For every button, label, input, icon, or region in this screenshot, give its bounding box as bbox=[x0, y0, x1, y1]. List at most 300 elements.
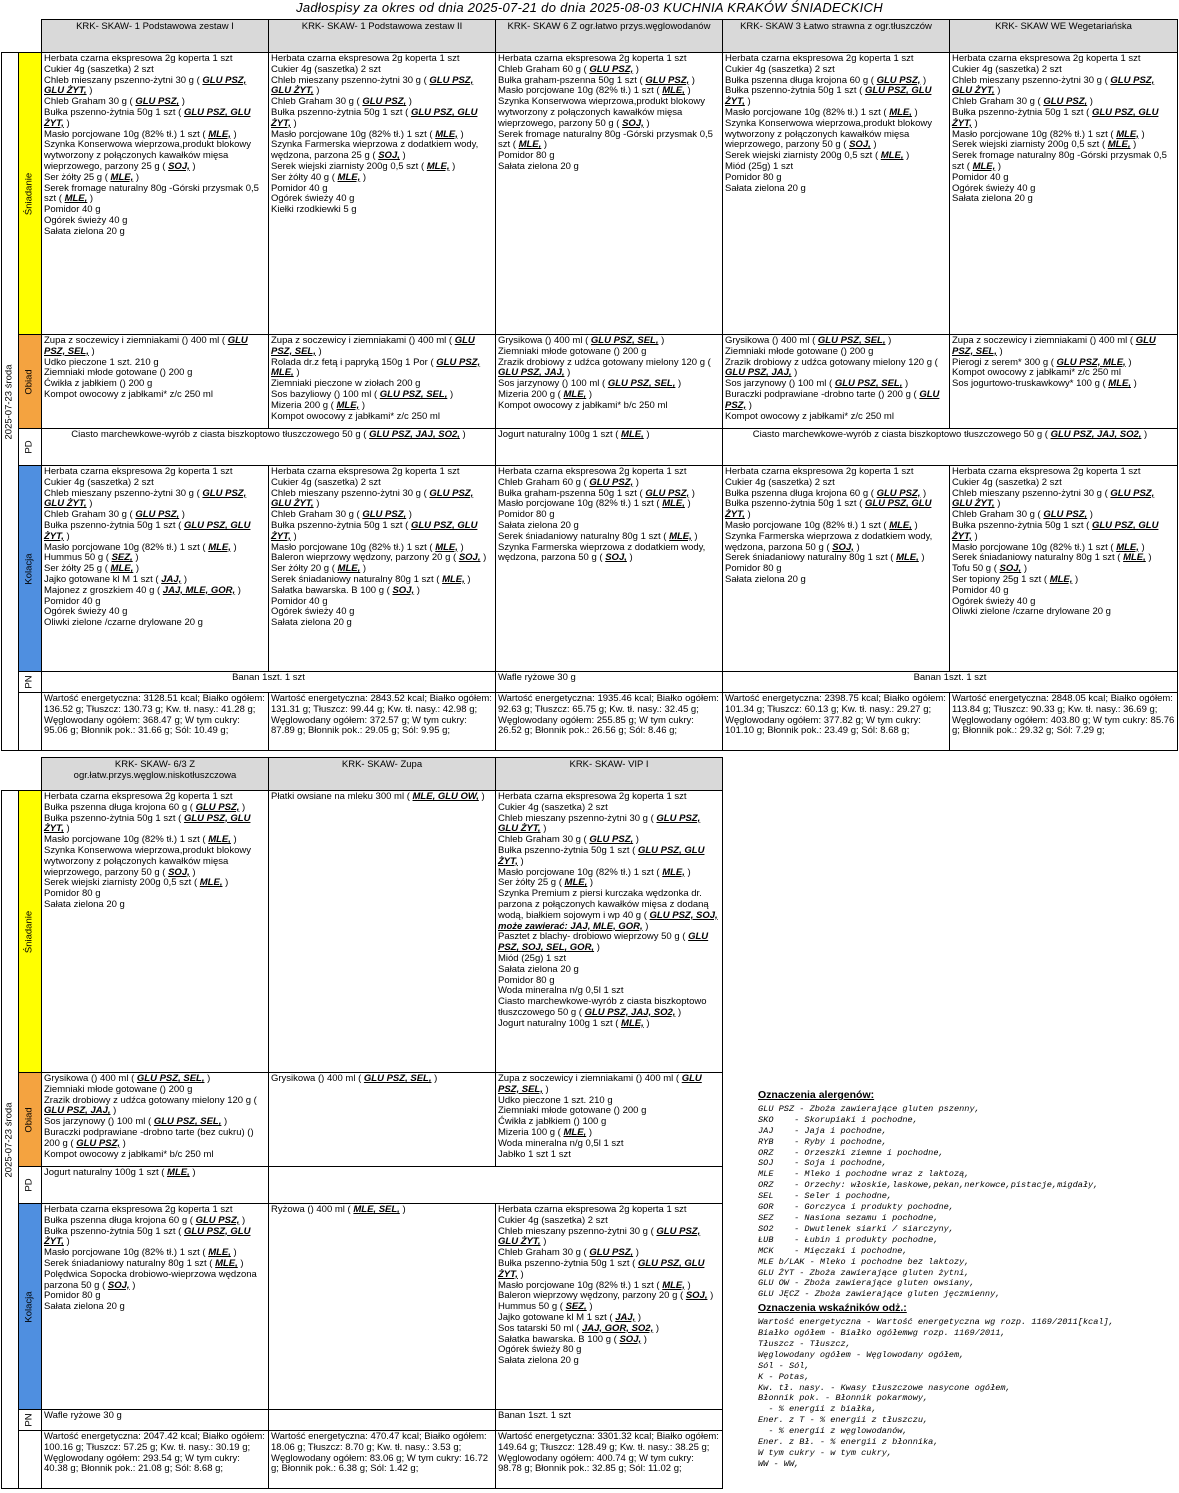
menu-item: Baleron wieprzowy wędzony, parzony 20 g ( SOJ, ) bbox=[498, 1290, 714, 1302]
diet-header: KRK- SKAW 3 Łatwo strawna z ogr.tłuszczów bbox=[723, 20, 950, 53]
meal-cell bbox=[269, 53, 496, 335]
allergen-codes: GLU PSZ, GLU ŻYT, bbox=[271, 106, 478, 129]
meal-cell bbox=[950, 335, 1178, 429]
allergen-codes: MLE, bbox=[336, 399, 360, 411]
allergen-codes: MLE, bbox=[426, 160, 450, 172]
meal-cell bbox=[496, 791, 723, 1073]
meal-cell: Wafle ryżowe 30 g bbox=[496, 672, 723, 693]
menu-item: Hummus 50 g ( SEZ, ) bbox=[44, 552, 139, 564]
meal-label-pn: PN bbox=[19, 672, 42, 693]
menu-item: Ogórek świeży 40 g bbox=[271, 193, 355, 205]
menu-item: Sałata zielona 20 g bbox=[952, 193, 1033, 205]
menu-item: Zupa z soczewicy i ziemniakami () 400 ml ( GLU PSZ, SEL, ) bbox=[44, 335, 248, 357]
menu-item: Herbata czarna ekspresowa 2g koperta 1 szt bbox=[44, 53, 233, 64]
allergen-codes: GLU PSZ, GLU ŻYT, bbox=[498, 1225, 701, 1248]
allergen-codes: MLE, bbox=[208, 128, 231, 140]
legend-row: Węglowodany ogółem - Węglowodany ogółem, bbox=[758, 1349, 965, 1360]
menu-item: Sałatka bawarska. B 100 g ( SOJ, ) bbox=[498, 1333, 647, 1345]
allergen-codes: GLU PSZ, GLU ŻYT, bbox=[271, 74, 474, 97]
allergen-codes: SOJ, bbox=[605, 552, 627, 564]
menu-item: Masło porcjowane 10g (82% tł.) 1 szt ( MLE, ) bbox=[725, 519, 918, 531]
menu-item: Udko pieczone 1 szt. 210 g bbox=[498, 1094, 613, 1106]
allergen-codes: SOJ, bbox=[832, 541, 854, 553]
menu-item: Miód (25g) 1 szt bbox=[725, 160, 794, 172]
menu-item: Polędwica Sopocka drobiowo-wieprzowa wędzona parzona 50 g ( SOJ, ) bbox=[44, 1268, 257, 1291]
menu-item: Ser żółty 25 g ( MLE, ) bbox=[44, 563, 140, 575]
menu-item: Pasztet z blachy- drobiowo wieprzowy 50 g ( GLU PSZ, SOJ, SEL, GOR, ) bbox=[498, 931, 709, 954]
meal-cell bbox=[496, 1204, 723, 1410]
allergen-codes: GLU PSZ, JAJ, SO2, bbox=[584, 1006, 676, 1018]
meal-label-lunch: Obiad bbox=[19, 1073, 42, 1167]
allergen-codes: GLU PSZ, bbox=[589, 476, 634, 488]
meal-cell bbox=[269, 1204, 496, 1410]
allergen-codes: MLE, bbox=[564, 877, 588, 889]
allergen-codes: MLE, bbox=[889, 106, 912, 118]
legend-row: SEL - Seler i pochodne, bbox=[758, 1191, 893, 1202]
menu-item: Pomidor 40 g bbox=[44, 595, 101, 607]
legend-row: Ener. z T - % energii z tłuszczu, bbox=[758, 1415, 929, 1426]
allergen-codes: GLU PSZ, SEL, bbox=[271, 335, 475, 357]
menu-item: Sałata zielona 20 g bbox=[498, 160, 579, 172]
menu-item: Sos jarzynowy () 100 ml ( GLU PSZ, SEL, ) bbox=[44, 1116, 228, 1128]
allergen-codes: GLU PSZ, bbox=[725, 388, 940, 411]
menu-item: Sałata zielona 20 g bbox=[271, 617, 352, 629]
menu-item: Buraczki podprawiane -drobno tarte () 200 g ( GLU PSZ, ) bbox=[725, 388, 940, 411]
menu-item: Ziemniaki młode gotowane () 200 g bbox=[498, 1105, 647, 1117]
legend-row: GLU OW - Zboża zawierające gluten owsiany, bbox=[758, 1278, 975, 1289]
date-label: 2025-07-23 środa bbox=[3, 364, 15, 439]
menu-item: Sałata zielona 20 g bbox=[725, 182, 806, 194]
menu-item: Kompot owocowy z jabłkami* z/c 250 ml bbox=[44, 388, 213, 400]
allergen-codes: MLE, bbox=[518, 139, 542, 151]
menu-item: Szynka Farmerska wieprzowa z dodatkiem wody, wędzona, parzona 25 g ( SOJ, ) bbox=[271, 139, 479, 162]
menu-item: Jogurt naturalny 100g 1 szt ( MLE, ) bbox=[498, 1017, 650, 1029]
meal-cell: Ciasto marchewkowe-wyrób z ciasta biszkoptowo tłuszczowego 50 g ( GLU PSZ, JAJ, SO2, ) bbox=[42, 429, 496, 466]
menu-item: Udko pieczone 1 szt. 210 g bbox=[44, 356, 159, 368]
allergen-codes: MLE, bbox=[621, 1017, 644, 1029]
menu-item: Sos bazyliowy () 100 ml ( GLU PSZ, SEL, ) bbox=[271, 388, 454, 400]
legend-row: WW - WW, bbox=[758, 1458, 800, 1469]
menu-item: Sałatka bawarska. B 100 g ( SOJ, ) bbox=[271, 584, 420, 596]
menu-item: Zupa z soczewicy i ziemniakami () 400 ml ( GLU PSZ, SEL, ) bbox=[271, 335, 475, 357]
menu-item: Sałata zielona 20 g bbox=[498, 963, 579, 975]
menu-item: Herbata czarna ekspresowa 2g koperta 1 szt bbox=[498, 466, 687, 477]
menu-item: Bułka pszenno-żytnia 50g 1 szt ( GLU PSZ, GLU ŻYT, ) bbox=[44, 812, 251, 835]
menu-item: Woda mineralna n/g 0,5l 1 szt bbox=[498, 1137, 624, 1149]
nutrition-label-blank bbox=[19, 693, 42, 751]
menu-item: Szynka Konserwowa wieprzowa,produkt blokowy wytworzony z połączonych kawałków mięsa wieprzowego, parzony 50 g ( SOJ, ) bbox=[498, 96, 705, 129]
meal-cell bbox=[42, 335, 269, 429]
menu-item: Masło porcjowane 10g (82% tł.) 1 szt ( MLE, ) bbox=[44, 541, 237, 553]
allergen-codes: GLU PSZ, bbox=[195, 801, 240, 813]
menu-item: Sałata zielona 20 g bbox=[44, 1301, 125, 1313]
allergen-codes: GLU PSZ, GLU ŻYT, bbox=[44, 1225, 251, 1248]
menu-item: Ryżowa () 400 ml ( MLE, SEL, ) bbox=[271, 1204, 406, 1215]
menu-item: Rolada dr.z fetą i papryką 150g 1 Por ( GLU PSZ, MLE, ) bbox=[271, 356, 481, 379]
allergen-codes: GLU PSZ, GLU ŻYT, bbox=[498, 1257, 705, 1280]
menu-item: Grysikowa () 400 ml ( GLU PSZ, SEL, ) bbox=[271, 1073, 438, 1084]
legend-row: ŁUB - Łubin i produkty pochodne, bbox=[758, 1234, 939, 1245]
menu-item: Pomidor 80 g bbox=[44, 1290, 101, 1302]
meal-cell-empty bbox=[269, 1167, 723, 1204]
menu-item: Bułka pszenno-żytnia 50g 1 szt ( GLU PSZ, GLU ŻYT, ) bbox=[952, 519, 1159, 542]
menu-item: Grysikowa () 400 ml ( GLU PSZ, SEL, ) bbox=[44, 1073, 211, 1084]
menu-item: Jajko gotowane kl M 1 szt ( JAJ, ) bbox=[498, 1311, 642, 1323]
allergens-list bbox=[758, 1104, 1178, 1300]
meal-cell bbox=[496, 466, 723, 672]
allergen-codes: GLU PSZ, GLU ŻYT, bbox=[952, 106, 1159, 129]
allergen-codes: GLU PSZ, GLU ŻYT, bbox=[952, 519, 1159, 542]
allergen-codes: GLU PSZ, bbox=[589, 63, 634, 75]
meal-cell bbox=[496, 1073, 723, 1167]
menu-item: Ziemniaki młode gotowane () 200 g bbox=[44, 1083, 193, 1095]
menu-item: Ser żółty 20 g ( MLE, ) bbox=[271, 563, 367, 575]
menu-item: Kompot owocowy z jabłkami* z/c 250 ml bbox=[271, 410, 440, 422]
allergen-codes: MLE, bbox=[1123, 552, 1146, 564]
meal-cell bbox=[42, 466, 269, 672]
allergen-codes: MLE, bbox=[896, 552, 919, 564]
menu-table-1 bbox=[1, 19, 1178, 751]
menu-item: Bułka pszenna długa krojona 60 g ( GLU PSZ, ) bbox=[44, 1214, 246, 1226]
indicators-title: Oznaczenia wskaźników odż.: bbox=[758, 1302, 907, 1315]
allergen-codes: MLE, SEL, bbox=[353, 1204, 400, 1215]
allergen-codes: MLE, bbox=[621, 429, 644, 440]
menu-item: Ogórek świeży 40 g bbox=[952, 595, 1036, 607]
menu-item: Pomidor 40 g bbox=[952, 584, 1009, 596]
nutrition-cell: Wartość energetyczna: 2848.05 kcal; Białko ogółem: 113.84 g; Tłuszcz: 90.33 g; Kw. tł. nasy.: 36.69 g; Węglowodany ogółem: 403.80 g; W tym cukry: 85.76 g; Błonnik pok.: 29.32 g; Sól: 7.29 g; bbox=[950, 693, 1178, 751]
meal-label-breakfast: Śniadanie bbox=[19, 791, 42, 1073]
menu-item: Sałata zielona 20 g bbox=[44, 225, 125, 237]
legend-row: SOJ - Soja i pochodne, bbox=[758, 1158, 887, 1169]
menu-item: Kompot owocowy z jabłkami* z/c 250 ml bbox=[725, 410, 894, 422]
meal-cell bbox=[42, 1204, 269, 1410]
menu-item: Bułka pszenno-żytnia 50g 1 szt ( GLU PSZ, GLU ŻYT, ) bbox=[952, 106, 1159, 129]
meal-label-lunch: Obiad bbox=[19, 335, 42, 429]
allergen-codes: JAJ, bbox=[615, 1311, 636, 1323]
nutrition-cell: Wartość energetyczna: 1935.46 kcal; Białko ogółem: 92.63 g; Tłuszcz: 65.75 g; Kw. tł. nasy.: 32.45 g; Węglowodany ogółem: 255.85 g; W tym cukry: 26.52 g; Błonnik pok.: 26.56 g; Sól: 8.46 g; bbox=[496, 693, 723, 751]
menu-item: Zrazik drobiowy z udźca gotowany mielony 120 g ( GLU PSZ, JAJ, ) bbox=[498, 356, 711, 379]
menu-item: Ziemniaki młode gotowane () 200 g bbox=[498, 345, 647, 357]
meal-cell: Jogurt naturalny 100g 1 szt ( MLE, ) bbox=[496, 429, 723, 466]
menu-item: Ziemniaki młode gotowane () 200 g bbox=[725, 345, 874, 357]
menu-item: Chleb Graham 30 g ( GLU PSZ, ) bbox=[952, 509, 1093, 521]
menu-item: Herbata czarna ekspresowa 2g koperta 1 szt bbox=[498, 53, 687, 64]
menu-item: Miód (25g) 1 szt bbox=[498, 952, 567, 964]
menu-item: Masło porcjowane 10g (82% tł.) 1 szt ( MLE, ) bbox=[498, 866, 691, 878]
allergen-codes: GLU PSZ, SOJ, może zawierać: JAJ, MLE, GOR, bbox=[498, 909, 718, 932]
menu-table-2 bbox=[1, 757, 723, 1489]
meal-cell bbox=[496, 335, 723, 429]
allergen-codes: GLU PSZ, SEL, bbox=[363, 1073, 432, 1084]
menu-item: Masło porcjowane 10g (82% tł.) 1 szt ( MLE, ) bbox=[725, 106, 918, 118]
menu-item: Mizeria 200 g ( MLE, ) bbox=[498, 388, 592, 400]
meal-label-dinner: Kolacja bbox=[19, 466, 42, 672]
menu-item: Chleb Graham 60 g ( GLU PSZ, ) bbox=[498, 476, 639, 488]
menu-item: Sos jarzynowy () 100 ml ( GLU PSZ, SEL, ) bbox=[498, 378, 682, 390]
allergen-codes: GLU PSZ, GLU ŻYT, bbox=[44, 487, 247, 510]
legend-row: ORZ - Orzeszki ziemne i pochodne, bbox=[758, 1147, 944, 1158]
menu-item: Pierogi z serem* 300 g ( GLU PSZ, MLE, ) bbox=[952, 356, 1132, 368]
menu-item: Chleb mieszany pszenno-żytni 30 g ( GLU PSZ, GLU ŻYT, ) bbox=[271, 74, 474, 97]
menu-item: Pomidor 80 g bbox=[498, 150, 555, 162]
allergen-codes: SOJ, bbox=[685, 1290, 708, 1302]
menu-item: Jajko gotowane kl M 1 szt ( JAJ, ) bbox=[44, 573, 188, 585]
menu-item: Chleb Graham 30 g ( GLU PSZ, ) bbox=[44, 96, 185, 108]
menu-item: Cukier 4g (saszetka) 2 szt bbox=[498, 801, 608, 813]
menu-item: Sałata zielona 20 g bbox=[725, 573, 806, 585]
menu-item: Chleb Graham 30 g ( GLU PSZ, ) bbox=[271, 509, 412, 521]
legend-row: Wartość energetyczna - Wartość energetyczna wg rozp. 1169/2011[kcal], bbox=[758, 1317, 1114, 1328]
menu-item: Bułka pszenno-żytnia 50g 1 szt ( GLU PSZ, GLU ŻYT, ) bbox=[44, 519, 251, 542]
legend-row: K - Potas, bbox=[758, 1371, 810, 1382]
allergen-codes: GLU PSZ, bbox=[135, 509, 180, 521]
menu-item: Cukier 4g (saszetka) 2 szt bbox=[271, 63, 381, 75]
allergen-codes: MLE, bbox=[442, 573, 465, 585]
corner-blank bbox=[2, 20, 42, 53]
diet-header: KRK- SKAW- 1 Podstawowa zestaw I bbox=[42, 20, 269, 53]
menu-item: Serek wiejski ziarnisty 200g 0,5 szt ( MLE, ) bbox=[725, 150, 910, 162]
allergen-codes: GLU PSZ, SEL, bbox=[379, 388, 448, 400]
menu-item: Chleb mieszany pszenno-żytni 30 g ( GLU PSZ, GLU ŻYT, ) bbox=[498, 812, 701, 835]
page-title: Jadłospisy za okres od dnia 2025-07-21 do dnia 2025-08-03 KUCHNIA KRAKÓW ŚNIADECKICH bbox=[296, 0, 883, 15]
menu-item: Grysikowa () 400 ml ( GLU PSZ, SEL, ) bbox=[498, 335, 665, 346]
allergen-codes: GLU PSZ, bbox=[589, 834, 634, 846]
menu-item: Buraczki podprawiane -drobno tarte (bez cukru) () 200 g ( GLU PSZ, ) bbox=[44, 1126, 254, 1149]
legend-row: Sól - Sól, bbox=[758, 1360, 810, 1371]
allergen-codes: MLE, bbox=[1049, 573, 1073, 585]
menu-item: Bułka pszenno-żytnia 50g 1 szt ( GLU PSZ, GLU ŻYT, ) bbox=[271, 519, 478, 542]
legend-row: JAJ - Jaja i pochodne, bbox=[758, 1125, 887, 1136]
menu-item: Pomidor 40 g bbox=[271, 182, 328, 194]
menu-item: Ciasto marchewkowe-wyrób z ciasta biszkoptowo tłuszczowego 50 g ( GLU PSZ, JAJ, SO2, ) bbox=[498, 996, 707, 1018]
menu-item: Serek wiejski ziarnisty 200g 0,5 szt ( MLE, ) bbox=[44, 877, 229, 889]
allergen-codes: GLU PSZ, GLU ŻYT, bbox=[271, 519, 478, 542]
menu-item: Herbata czarna ekspresowa 2g koperta 1 szt bbox=[498, 1204, 687, 1215]
legend-row: Błonnik pok. - Błonnik pokarmowy, bbox=[758, 1393, 929, 1404]
menu-item: Bułka graham-pszenna 50g 1 szt ( GLU PSZ, ) bbox=[498, 487, 695, 499]
allergen-codes: GLU PSZ, SEL, bbox=[952, 335, 1156, 357]
menu-item: Szynka Farmerska wieprzowa z dodatkiem wody, wędzona, parzona 50 g ( SOJ, ) bbox=[498, 541, 706, 564]
allergen-codes: GLU PSZ, GLU ŻYT, bbox=[271, 487, 474, 510]
legend-row: GLU PSZ - Zboża zawierające gluten pszenny, bbox=[758, 1103, 980, 1114]
menu-item: Herbata czarna ekspresowa 2g koperta 1 szt bbox=[271, 53, 460, 64]
menu-item: Pomidor 80 g bbox=[498, 974, 555, 986]
menu-item: Masło porcjowane 10g (82% tł.) 1 szt ( MLE, ) bbox=[952, 541, 1145, 553]
menu-item: Serek fromage naturalny 80g -Górski przysmak 0,5 szt ( MLE, ) bbox=[44, 182, 259, 205]
meal-cell bbox=[269, 791, 496, 1073]
menu-item: Pomidor 40 g bbox=[44, 204, 101, 216]
allergen-codes: MLE, bbox=[972, 160, 996, 172]
menu-item: Serek fromage naturalny 80g -Górski przysmak 0,5 szt ( MLE, ) bbox=[498, 128, 713, 151]
diet-header: KRK- SKAW- VIP I bbox=[496, 758, 723, 791]
allergen-codes: GLU PSZ, MLE, bbox=[271, 356, 481, 379]
allergen-codes: SOJ, bbox=[849, 139, 871, 151]
meal-cell: Wafle ryżowe 30 g bbox=[42, 1410, 269, 1431]
menu-item: Chleb mieszany pszenno-żytni 30 g ( GLU PSZ, GLU ŻYT, ) bbox=[952, 487, 1155, 510]
allergen-codes: GLU PSZ, GLU ŻYT, bbox=[725, 498, 932, 521]
menu-item: Ćwikła z jabłkiem () 200 g bbox=[44, 378, 153, 390]
allergen-codes: SOJ, bbox=[168, 160, 190, 172]
menu-item: Masło porcjowane 10g (82% tł.) 1 szt ( MLE, ) bbox=[271, 541, 464, 553]
allergen-codes: GLU PSZ, bbox=[76, 1137, 121, 1149]
nutrition-cell: Wartość energetyczna: 2047.42 kcal; Białko ogółem: 100.16 g; Tłuszcz: 57.25 g; Kw. tł. nasy.: 30.19 g; Węglowodany ogółem: 293.54 g; W tym cukry: 40.38 g; Błonnik pok.: 21.08 g; Sól: 8.68 g; bbox=[42, 1431, 269, 1489]
menu-item: Serek wiejski ziarnisty 200g 0,5 szt ( MLE, ) bbox=[271, 160, 456, 172]
menu-item: Chleb Graham 30 g ( GLU PSZ, ) bbox=[498, 834, 639, 846]
allergen-codes: MLE, bbox=[1107, 139, 1131, 151]
menu-item: Cukier 4g (saszetka) 2 szt bbox=[952, 63, 1062, 75]
allergen-codes: SOJ, bbox=[107, 1279, 130, 1291]
menu-item: Herbata czarna ekspresowa 2g koperta 1 szt bbox=[44, 791, 233, 802]
menu-item: Cukier 4g (saszetka) 2 szt bbox=[952, 476, 1062, 488]
menu-item: Zrazik drobiowy z udźca gotowany mielony 120 g ( GLU PSZ, JAJ, ) bbox=[725, 356, 938, 379]
menu-item: Bułka pszenna długa krojona 60 g ( GLU PSZ, ) bbox=[44, 801, 246, 813]
menu-item: Szynka Konserwowa wieprzowa,produkt blokowy wytworzony z połączonych kawałków mięsa wieprzowego, parzony 50 g ( SOJ, ) bbox=[725, 117, 932, 151]
allergen-codes: GLU PSZ, GLU ŻYT, bbox=[44, 519, 251, 542]
menu-item: Cukier 4g (saszetka) 2 szt bbox=[725, 63, 835, 75]
allergen-codes: JAJ, bbox=[161, 573, 182, 585]
menu-item: Ziemniaki młode gotowane () 200 g bbox=[44, 367, 193, 379]
allergen-codes: MLE, bbox=[563, 388, 587, 400]
menu-item: Chleb Graham 30 g ( GLU PSZ, ) bbox=[952, 96, 1093, 108]
meal-cell bbox=[723, 466, 950, 672]
allergen-codes: MLE, bbox=[110, 563, 134, 575]
menu-item: Ser żółty 40 g ( MLE, ) bbox=[271, 171, 367, 183]
menu-item: Pomidor 80 g bbox=[725, 171, 782, 183]
menu-item: Baleron wieprzowy wędzony, parzony 20 g ( SOJ, ) bbox=[271, 552, 487, 564]
allergen-codes: GLU PSZ, bbox=[645, 487, 690, 499]
allergen-codes: GLU PSZ, MLE, bbox=[1056, 356, 1126, 368]
menu-item: Szynka Farmerska wieprzowa z dodatkiem wody, wędzona, parzona 50 g ( SOJ, ) bbox=[725, 530, 933, 553]
diet-header: KRK- SKAW 6 Z ogr.łatwo przys.węglowodanów bbox=[496, 20, 723, 53]
menu-item: Serek śniadaniowy naturalny 80g 1 szt ( MLE, ) bbox=[44, 1257, 244, 1269]
meal-cell bbox=[950, 53, 1178, 335]
allergen-codes: MLE, bbox=[662, 1279, 685, 1291]
allergen-codes: GLU PSZ, bbox=[135, 96, 180, 108]
menu-item: Masło porcjowane 10g (82% tł.) 1 szt ( MLE, ) bbox=[44, 128, 237, 140]
allergen-codes: GLU PSZ, SEL, bbox=[834, 378, 903, 390]
allergen-codes: GLU PSZ, SEL, bbox=[136, 1073, 205, 1084]
legend bbox=[758, 1090, 1178, 1470]
legend-row: ORZ - Orzechy: włoskie,laskowe,pekan,nerkowce,pistacje,migdały, bbox=[758, 1180, 1099, 1191]
date-cell bbox=[2, 791, 19, 1489]
legend-row: Tłuszcz - Tłuszcz, bbox=[758, 1338, 851, 1349]
allergen-codes: GLU PSZ, SEL, bbox=[153, 1116, 222, 1128]
menu-item: Zupa z soczewicy i ziemniakami () 400 ml ( GLU PSZ, SEL, ) bbox=[952, 335, 1156, 357]
allergen-codes: GLU PSZ, GLU ŻYT, bbox=[44, 74, 247, 97]
allergen-codes: MLE, bbox=[1116, 541, 1139, 553]
allergen-codes: SOJ, bbox=[168, 866, 190, 878]
nutrition-cell: Wartość energetyczna: 2398.75 kcal; Białko ogółem: 101.34 g; Tłuszcz: 60.13 g; Kw. tł. nasy.: 29.27 g; Węglowodany ogółem: 377.82 g; W tym cukry: 101.10 g; Błonnik pok.: 23.49 g; Sól: 8.68 g; bbox=[723, 693, 950, 751]
allergen-codes: GLU PSZ, GLU ŻYT, bbox=[44, 812, 251, 835]
allergen-codes: MLE, bbox=[1108, 378, 1131, 390]
menu-item: Sos tatarski 50 ml ( JAJ, GOR, SO2, ) bbox=[498, 1322, 660, 1334]
allergen-codes: SOJ, bbox=[999, 563, 1022, 575]
menu-item: Tofu 50 g ( SOJ, ) bbox=[952, 563, 1027, 575]
diet-header: KRK- SKAW- Zupa bbox=[269, 758, 496, 791]
nutrition-cell: Wartość energetyczna: 3301.32 kcal; Białko ogółem: 149.64 g; Tłuszcz: 128.49 g; Kw. tł. nasy.: 38.25 g; Węglowodany ogółem: 400.74 g; W tym cukry: 98.78 g; Błonnik pok.: 32.85 g; Sól: 11.02 g; bbox=[496, 1431, 723, 1489]
menu-item: Herbata czarna ekspresowa 2g koperta 1 szt bbox=[725, 466, 914, 477]
menu-item: Herbata czarna ekspresowa 2g koperta 1 szt bbox=[952, 466, 1141, 477]
allergen-codes: MLE, bbox=[110, 171, 134, 183]
allergen-codes: GLU PSZ, bbox=[876, 487, 921, 499]
meal-cell: Banan 1szt. 1 szt bbox=[496, 1410, 723, 1431]
allergen-codes: SOJ, bbox=[622, 117, 644, 129]
menu-item: Płatki owsiane na mleku 300 ml ( MLE, GLU OW, ) bbox=[271, 791, 485, 802]
menu-item: Bułka pszenno-żytnia 50g 1 szt ( GLU PSZ, GLU ŻYT, ) bbox=[44, 106, 251, 129]
meal-cell: Banan 1szt. 1 szt bbox=[723, 672, 1178, 693]
menu-item: Sałata zielona 20 g bbox=[44, 898, 125, 910]
menu-item: Woda mineralna n/g 0,5l 1 szt bbox=[498, 985, 624, 997]
allergen-codes: GLU PSZ, bbox=[1043, 96, 1088, 108]
menu-item: Bułka pszenna długa krojona 60 g ( GLU PSZ, ) bbox=[725, 487, 927, 499]
menu-item: Oliwki zielone /czarne drylowane 20 g bbox=[44, 617, 203, 629]
allergen-codes: MLE, bbox=[435, 541, 458, 553]
menu-item: Bułka graham-pszenna 50g 1 szt ( GLU PSZ, ) bbox=[498, 74, 695, 86]
allergen-codes: MLE, bbox=[1116, 128, 1139, 140]
allergen-codes: MLE, bbox=[208, 1247, 231, 1259]
menu-item: Serek śniadaniowy naturalny 80g 1 szt ( MLE, ) bbox=[952, 552, 1152, 564]
indicators-list bbox=[758, 1317, 1178, 1470]
meal-cell: Ciasto marchewkowe-wyrób z ciasta biszkoptowo tłuszczowego 50 g ( GLU PSZ, JAJ, SO2, ) bbox=[723, 429, 1178, 466]
menu-item: Pomidor 80 g bbox=[44, 888, 101, 900]
menu-item: Jabłko 1 szt 1 szt bbox=[498, 1148, 571, 1160]
allergen-codes: GLU PSZ, bbox=[876, 74, 921, 86]
menu-item: Ogórek świeży 80 g bbox=[498, 1344, 582, 1356]
allergen-codes: GLU PSZ, JAJ, SO2, bbox=[1050, 429, 1142, 440]
allergen-codes: GLU PSZ, bbox=[645, 74, 690, 86]
allergen-codes: MLE, bbox=[208, 541, 231, 553]
legend-row: SEZ - Nasiona sezamu i pochodne, bbox=[758, 1212, 939, 1223]
menu-item: Pomidor 80 g bbox=[498, 509, 555, 521]
menu-item: Szynka Konserwowa wieprzowa,produkt blokowy wytworzony z połączonych kawałków mięsa wieprzowego, parzony 25 g ( SOJ, ) bbox=[44, 139, 251, 172]
meal-cell bbox=[42, 53, 269, 335]
meal-label-breakfast: Śniadanie bbox=[19, 53, 42, 335]
menu-item: Mizeria 100 g ( MLE, ) bbox=[498, 1126, 592, 1138]
menu-item: Serek śniadaniowy naturalny 80g 1 szt ( MLE, ) bbox=[725, 552, 925, 564]
meal-cell bbox=[723, 53, 950, 335]
meal-cell bbox=[496, 53, 723, 335]
menu-item: Ogórek świeży 40 g bbox=[44, 214, 128, 226]
allergen-codes: MLE, GLU OW, bbox=[412, 791, 479, 802]
meal-cell bbox=[723, 335, 950, 429]
meal-cell bbox=[269, 1073, 496, 1167]
allergen-codes: GLU PSZ, GLU ŻYT, bbox=[725, 85, 932, 108]
allergen-codes: GLU PSZ, JAJ, SO2, bbox=[369, 429, 460, 440]
menu-item: Grysikowa () 400 ml ( GLU PSZ, SEL, ) bbox=[725, 335, 892, 346]
legend-row: GLU ŻYT - Zboża zawierające gluten żytni, bbox=[758, 1267, 970, 1278]
menu-item: Cukier 4g (saszetka) 2 szt bbox=[271, 476, 381, 488]
legend-row: MLE - Mleko i pochodne wraz z laktozą, bbox=[758, 1169, 970, 1180]
meal-cell: Banan 1szt. 1 szt bbox=[42, 672, 496, 693]
allergen-codes: JAJ, GOR, SO2, bbox=[581, 1322, 654, 1334]
legend-row: SO2 - Dwutlenek siarki / siarczyny, bbox=[758, 1223, 954, 1234]
menu-item: Masło porcjowane 10g (82% tł.) 1 szt ( MLE, ) bbox=[952, 128, 1145, 140]
diet-header: KRK- SKAW- 6/3 Z ogr.łatw.przys.węglow.niskotłuszczowa bbox=[42, 758, 269, 791]
allergen-codes: MLE, bbox=[215, 1257, 238, 1269]
menu-item: Masło porcjowane 10g (82% tł.) 1 szt ( MLE, ) bbox=[498, 1279, 691, 1291]
legend-row: Kw. tł. nasy. - Kwasy tłuszczowe nasycone ogółem, bbox=[758, 1382, 1011, 1393]
menu-item: Kompot owocowy z jabłkami* b/c 250 ml bbox=[44, 1148, 214, 1160]
menu-item: Kompot owocowy z jabłkami* b/c 250 ml bbox=[498, 399, 668, 411]
menu-item: Sałata zielona 20 g bbox=[498, 519, 579, 531]
meal-label-pd: PD bbox=[19, 429, 42, 466]
menu-item: Ser żółty 25 g ( MLE, ) bbox=[498, 877, 594, 889]
menu-item: Masło porcjowane 10g (82% tł.) 1 szt ( MLE, ) bbox=[44, 1247, 237, 1259]
legend-row: - % energii z węglowodanów, bbox=[758, 1426, 908, 1437]
nutrition-cell: Wartość energetyczna: 470.47 kcal; Białko ogółem: 18.06 g; Tłuszcz: 8.70 g; Kw. tł. nasy.: 3.53 g; Węglowodany ogółem: 83.06 g; W tym cukry: 16.72 g; Błonnik pok.: 6.38 g; Sól: 1.42 g; bbox=[269, 1431, 496, 1489]
allergen-codes: GLU PSZ, SEL, bbox=[498, 1073, 702, 1095]
menu-item: Serek fromage naturalny 80g -Górski przysmak 0,5 szt ( MLE, ) bbox=[952, 150, 1167, 172]
